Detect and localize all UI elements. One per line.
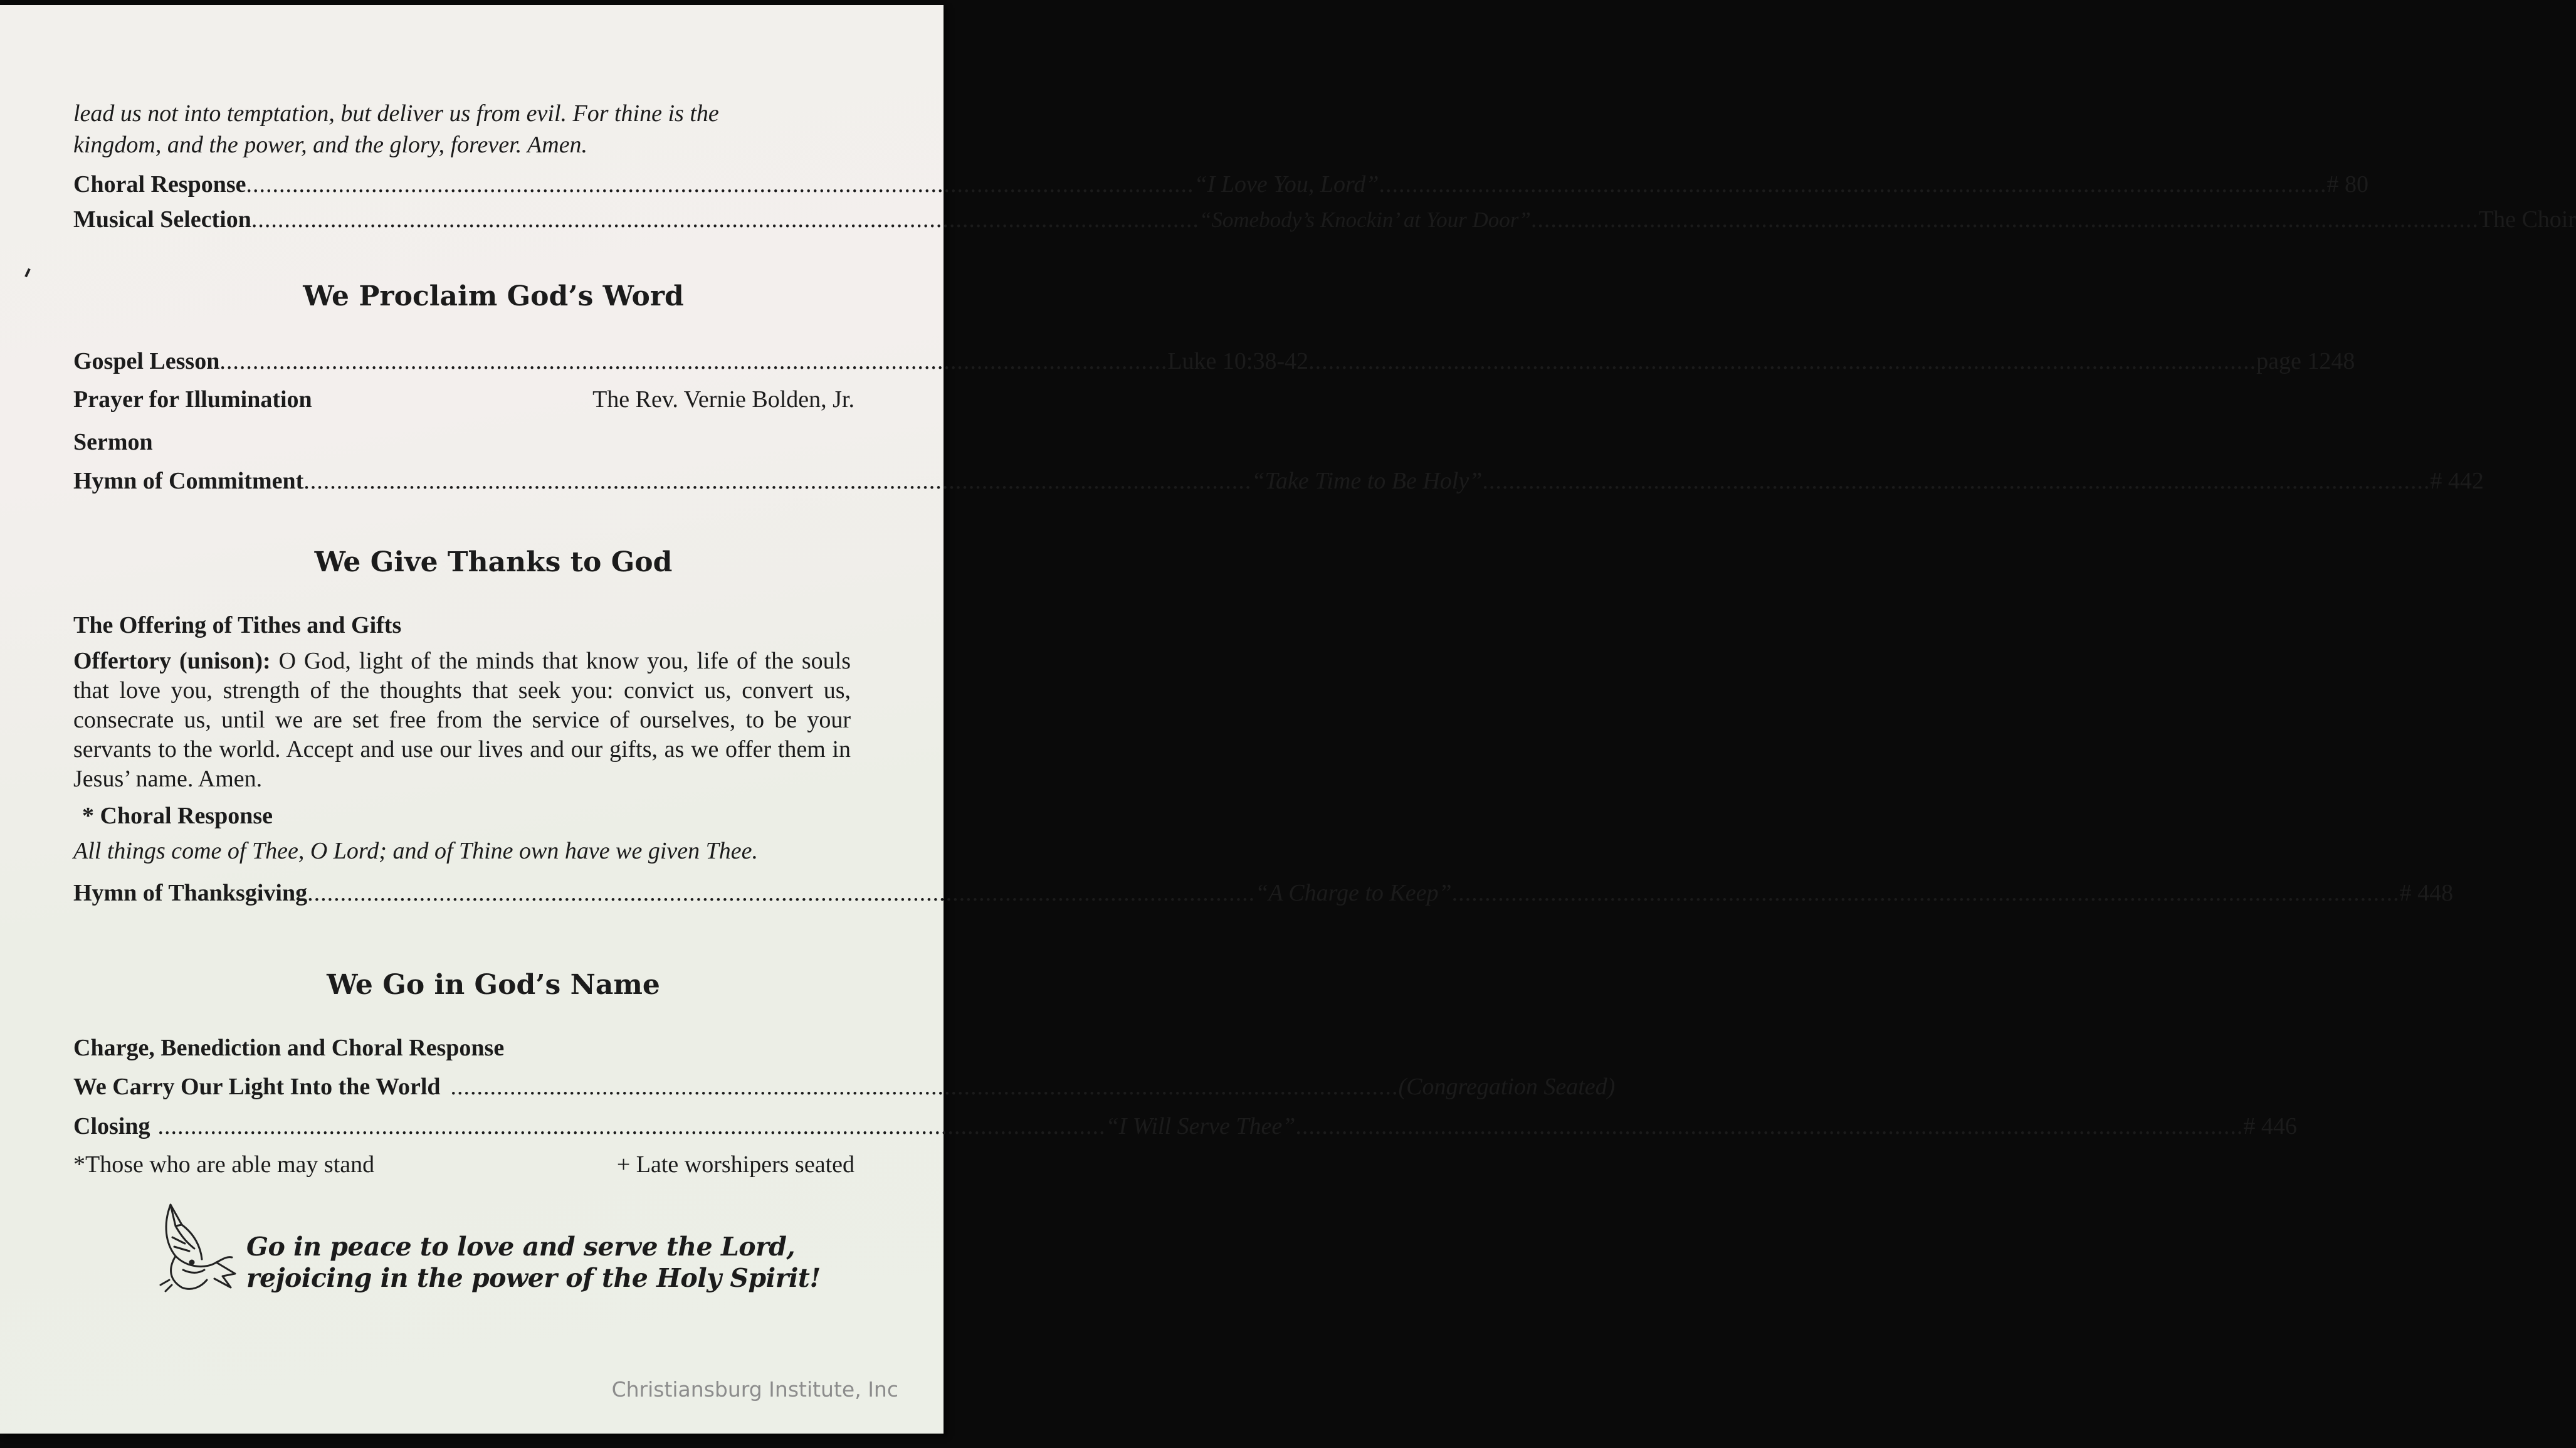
pen-mark: [24, 268, 31, 277]
hymn-commitment-title: “Take Time to Be Holy”: [1251, 468, 1483, 494]
choral-response-label: Choral Response: [73, 171, 246, 198]
closing-title: “I Will Serve Thee”: [1105, 1113, 1296, 1139]
dot-leader: ................................................................................................................................................: [1530, 206, 2479, 233]
notes-row: [73, 1150, 854, 1179]
offertory-label: Offertory (unison):: [73, 648, 271, 674]
section-heading-proclaim: We Proclaim God’s Word: [303, 280, 684, 312]
choral-response-ref: # 80: [2326, 171, 2368, 198]
musical-selection-label: Musical Selection: [73, 206, 251, 233]
offering-label: The Offering of Tithes and Gifts: [73, 612, 402, 638]
carry-light-ref: (Congregation Seated): [1398, 1074, 1616, 1100]
hymn-commitment-row: [73, 467, 2484, 495]
blessing-line-1: Go in peace to love and serve the Lord,: [246, 1232, 796, 1262]
dove-icon: [157, 1200, 238, 1294]
closing-label: Closing: [73, 1113, 150, 1139]
note-late: + Late worshipers seated: [616, 1151, 854, 1178]
hymn-thanksgiving-title: “A Charge to Keep”: [1255, 880, 1452, 906]
offertory-paragraph: [73, 647, 851, 794]
gospel-lesson-row: [73, 347, 2355, 376]
hymn-commitment-ref: # 442: [2430, 468, 2484, 494]
dot-leader: ................................................................................................................................................: [1451, 880, 2400, 906]
carry-light-label: We Carry Our Light Into the World: [73, 1074, 441, 1100]
carry-light-row: [73, 1072, 1616, 1101]
choral-response-2-text: All things come of Thee, O Lord; and of Thine own have we given Thee.: [73, 838, 758, 864]
dot-leader: ................................................................................................................................................: [1308, 348, 2257, 374]
prayer-line-2: kingdom, and the power, and the glory, forever. Amen.: [73, 132, 588, 158]
offertory-text: O God, light of the minds that know you, life of the souls that love you, strength of the thoughts that seek you: convict us, convert us, consecrate us, until we are set free from the service of ourselves, to be your servants to the world. Accept and use our lives and our gifts, as we offer them in Jesus’ name. Amen.: [73, 648, 851, 792]
prayer-illumination-label: Prayer for Illumination: [73, 386, 312, 413]
choral-response-2-label: * Choral Response: [82, 803, 273, 829]
musical-selection-title: “Somebody’s Knockin’ at Your Door”: [1199, 208, 1531, 232]
dot-leader: ................................................................................................................................................: [307, 880, 1256, 906]
dot-leader: ................................................................................................................................................: [157, 1113, 1106, 1139]
bulletin-page: [0, 5, 2576, 1434]
musical-selection-row: [73, 205, 2576, 235]
section-heading-thanks: We Give Thanks to God: [314, 546, 673, 578]
hymn-thanksgiving-label: Hymn of Thanksgiving: [73, 880, 308, 906]
blessing-line-2: rejoicing in the power of the Holy Spirit!: [246, 1263, 821, 1293]
sermon-label: Sermon: [73, 429, 153, 455]
hymn-thanksgiving-row: [73, 879, 2454, 907]
dot-leader: ................................................................................................................................................: [1295, 1113, 2244, 1139]
prayer-illumination-row: [73, 385, 854, 414]
dot-leader: ................................................................................................................................................: [251, 206, 1199, 233]
gospel-lesson-title: Luke 10:38-42: [1167, 348, 1309, 374]
choral-response-title: “I Love You, Lord”: [1194, 171, 1379, 198]
note-stand: *Those who are able may stand: [73, 1151, 375, 1178]
musical-selection-ref: The Choir: [2478, 206, 2576, 233]
prayer-illumination-ref: The Rev. Vernie Bolden, Jr.: [592, 386, 854, 413]
section-heading-go: We Go in God’s Name: [327, 969, 660, 1001]
gospel-lesson-label: Gospel Lesson: [73, 348, 220, 374]
dot-leader: ................................................................................................................................................: [303, 468, 1252, 494]
dot-leader: ................................................................................................................................................: [1379, 171, 2327, 198]
gospel-lesson-ref: page 1248: [2256, 348, 2355, 374]
blessing-text: [246, 1231, 821, 1294]
hymn-thanksgiving-ref: # 448: [2399, 880, 2454, 906]
closing-row: [73, 1112, 2297, 1141]
dot-leader: ................................................................................................................................................: [219, 348, 1168, 374]
dot-leader: ................................................................................................................................................: [1482, 468, 2431, 494]
closing-ref: # 446: [2243, 1113, 2297, 1139]
charge-label: Charge, Benediction and Choral Response: [73, 1035, 505, 1061]
hymn-commitment-label: Hymn of Commitment: [73, 468, 304, 494]
watermark-text: Christiansburg Institute, Inc: [611, 1377, 898, 1402]
dot-leader: ................................................................................................................................................: [246, 171, 1194, 198]
prayer-line-1: lead us not into temptation, but deliver us from evil. For thine is the: [73, 100, 719, 127]
choral-response-row: [73, 170, 2368, 199]
dot-leader: ................................................................................................................................................: [450, 1074, 1399, 1100]
